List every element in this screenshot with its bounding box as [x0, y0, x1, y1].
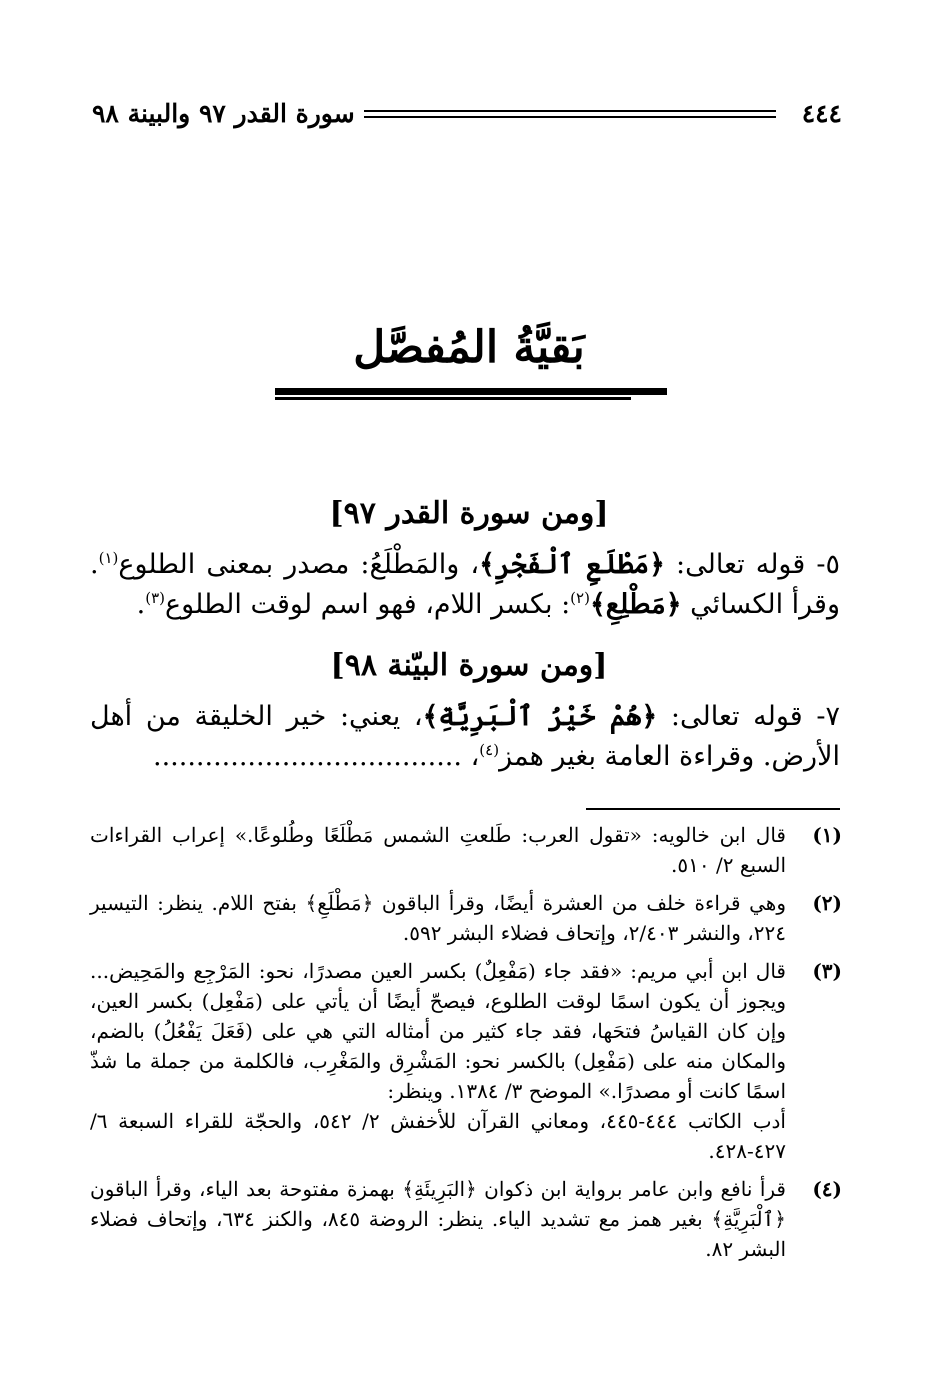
footnote-text-continued: أدب الكاتب ٤٤٤-٤٤٥، ومعاني القرآن للأخفش ٢/ ٥٤٢، والحجّة للقراء السبعة ٦/ ٤٢٧-٤٢٨.: [90, 1109, 786, 1163]
paragraph-verse-5: [90, 545, 840, 625]
surah-heading-qadr: [ومن سورة القدر ٩٧]: [329, 496, 609, 531]
text-run: ، والمَطْلَعُ: مصدر بمعنى الطلوع: [118, 549, 480, 580]
footnote-1: [90, 820, 842, 880]
page-number: ٤٤٤: [801, 99, 842, 128]
text-run: : بكسر اللام، فهو اسم لوقت الطلوع: [165, 589, 571, 620]
footnote-ref-4[interactable]: (٤): [479, 741, 500, 759]
footnote-number: (٢): [812, 891, 842, 915]
footnote-4: [90, 1174, 842, 1264]
header-title: سورة القدر ٩٧ والبينة ٩٨: [92, 99, 355, 128]
quran-quote: ﴿مَطْلِعِ﴾: [589, 589, 682, 620]
footnote-text: قرأ نافع وابن عامر برواية ابن ذكوان ﴿البَرِيئَةِ﴾ بهمزة مفتوحة بعد الياء، وقرأ الباقون ﴿ٱلْبَرِيَّةِ﴾ بغير همز مع تشديد الياء. ينظر: الروضة ٨٤٥، والكنز ٦٣٤، وإتحاف فضلاء البشر ٨٢.: [90, 1177, 786, 1261]
section-title: بَقيَّةُ المُفصَّل: [353, 322, 585, 373]
paragraph-verse-7: [90, 697, 840, 777]
text-run: ، يعني: خير الخليقة من أهل الأرض. وقراءة العامة بغير همز: [90, 701, 840, 772]
text-run: ،: [461, 741, 480, 772]
text-run: ٧- قوله تعالى:: [657, 701, 840, 732]
footnote-ref-3[interactable]: (٣): [145, 589, 166, 607]
footnote-separator: [586, 808, 840, 810]
footnotes: [90, 820, 842, 1272]
running-header: [92, 98, 842, 132]
title-underline-thin: [275, 397, 631, 400]
footnote-text: قال ابن أبي مريم: «فقد جاء (مَفْعِلٌ) بكسر العين مصدرًا، نحو: المَرْجِع والمَحِيض... ويجوز أن يكون اسمًا لوقت الطلوع، فيصحّ أيضًا أن يأتي على (مَفْعِل) بكسر العين، وإن كان القياسُ فتحَها، فقد جاء كثير من أمثاله التي هي على (فَعَلَ يَفْعُلُ) بالضم، والمكان منه على (مَفْعِل) بالكسر نحو: المَشْرِق والمَغْرِب، فالكلمة من جملة ما شذّ اسمًا كانت أو مصدرًا.» الموضح ٣/ ١٣٨٤. وينظر:: [90, 959, 786, 1103]
text-run: ٥- قوله تعالى:: [664, 549, 840, 580]
header-rule: [364, 110, 776, 112]
text-run: .: [136, 589, 146, 620]
footnote-text: قال ابن خالويه: «تقول العرب: طَلعتِ الشمس مَطْلَعًا وطُلوعًا.» إعراب القراءات السبع ٢/ ٥١٠.: [90, 823, 786, 877]
quran-quote: ﴿هُمْ خَيْرُ ٱلْبَرِيَّةِ﴾: [422, 701, 658, 732]
footnote-ref-2[interactable]: (٢): [570, 589, 590, 607]
footnote-2: [90, 888, 842, 948]
surah-heading-bayyina: [ومن سورة البيّنة ٩٨]: [330, 648, 608, 683]
header-rule-lower: [364, 116, 776, 118]
footnote-text: وهي قراءة خلف من العشرة أيضًا، وقرأ الباقون ﴿مَطْلَعِ﴾ بفتح اللام. ينظر: التيسير ٢٢٤، والنشر ٢/٤٠٣، وإتحاف فضلاء البشر ٥٩٢.: [90, 891, 786, 945]
footnote-number: (١): [812, 823, 842, 847]
text-run: . وقرأ الكسائي: [90, 549, 840, 620]
ellipsis-dots: ....................................: [153, 741, 462, 772]
quran-quote: ﴿مَطْلَعِ ٱلْفَجْرِ﴾: [479, 549, 665, 580]
footnote-3: [90, 956, 842, 1166]
title-underline-thick: [275, 388, 667, 395]
footnote-number: (٣): [812, 959, 842, 983]
footnote-ref-1[interactable]: (١): [98, 549, 119, 567]
footnote-number: (٤): [812, 1177, 842, 1201]
